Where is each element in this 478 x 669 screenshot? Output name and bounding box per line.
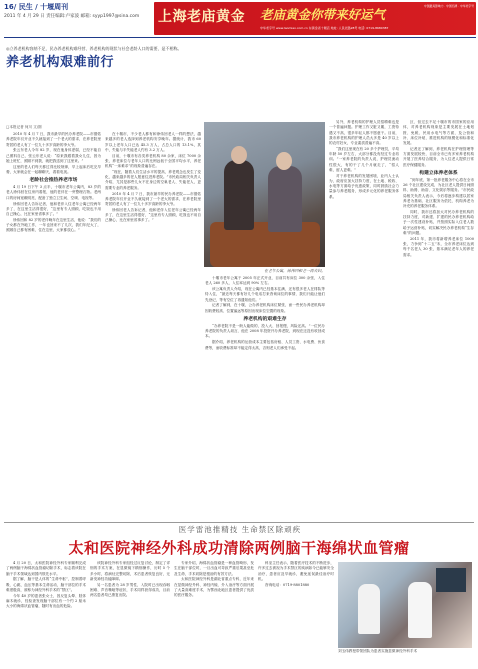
article-column-2 [105, 132, 201, 518]
paragraph: 对于养老机构的发展困境，业内人士认为，政府应加大扶持力度，在土地、税收、水电等方面给予优惠政策，同时鼓励社会力量参与养老服务，形成多元化的养老服务体系。 [329, 173, 399, 199]
paragraph: 另一名患者为 28 岁男性，入院时已出现吞咽困难、声音嘶哑等症状，手术同样获得成功，目前两名患者均已康复出院。 [90, 582, 170, 598]
ad-column-3 [174, 561, 254, 665]
paragraph: 记者还了解到，养老机构在护理管理等方面发展较快，目前全市已有多家养老机构开展了医养结合服务，为入住老人提供日常医疗保健服务。 [403, 146, 474, 167]
article-kicker: ◎立养老机构容纳不足，民办养老机构难经营、养老机构的现状与社会老龄人口的需要，是不相称。 [6, 46, 182, 51]
paragraph: 十堰市老年公寓于 2005 年正式开业，目前共有床位 300 余张，入住老人 260 多人，入住率达到 90% 左右。 [205, 276, 325, 286]
paragraph: 徐伟回老人告诉记者，他和老伴入住老年公寓已经两年多了，在这里生活得很好，“这里有专人照顾，吃饭也不用自己操心，比在家里省事多了。” [6, 201, 101, 217]
paragraph: 今年 40 岁的患者张女士，因反复头晕、肢体麻木就诊，经检查发现脑干部位有一个约 2 厘米大小的海绵状血管瘤，随时有出血的危险。 [6, 593, 86, 609]
paragraph: 专家介绍，海绵状血管瘤是一种血管畸形，发生在脑干部位时，一旦出血可导致严重后果甚至危及生命，手术切除是根治的有效方法。 [174, 561, 254, 576]
paragraph: 记者了解到，在十堰，公办养老机构床位紧张，而一些民办养老机构却因收费较高、位置偏远等原因出现床位空置的现象。 [205, 303, 325, 313]
section-heading: 养老机构的艰难生存 [243, 315, 287, 322]
photo-caption: 在老年公寓，徐伟回和老一再夫妇。 [264, 268, 325, 273]
ad-headline: 太和医院神经外科成功清除两例脑干海绵状血管瘤 [68, 539, 410, 557]
paragraph: 徐伟回和 82 岁的老伴晚年在这里生活，他说：“我们的子女都在外地工作，一年也回来不了几次，我们年纪大了，照顾自己都有困难，住在这里，大家都放心。” [6, 217, 101, 233]
article-column-4 [329, 120, 399, 518]
paragraph: 科室主任表示，随着医疗技术的不断进步，许多过去被视为手术禁区的疾病如今已能够安全治疗，患者应及早就诊，避免延误最佳治疗时机。 [258, 561, 334, 581]
brand-contact: 中华老字号 www.laomiao.com.cn 东黄金省十堰店 地址: 人民北路28号 电话: 0719-8680387 [260, 26, 389, 30]
paragraph: 太和医院神经外科是湖北省重点专科，近年来在显微神经外科、神经内镜、介入治疗等方面开展了大量高难度手术，为鄂西北地区患者提供了优质的医疗服务。 [174, 577, 254, 598]
page-meta: 2011 年 4 月 29 日 责任编辑:卢家波 邮箱: syyp1997@sina.com [4, 14, 140, 19]
paragraph: 据了解，脑干是人体的“生命中枢”，控制着呼吸、心跳、血压等基本生命活动，脑干部位的手术难度极高，被称为神经外科手术的“禁区”。 [6, 577, 86, 592]
paragraph: 2010 年 4 月 7 日，我市最早的民办养老院——市德佑养老院年仅开业不久就接到了一个老大的需求，在养老院里寄居的老人有了一位九十多岁高龄的李大爷。 [6, 132, 101, 147]
paragraph: 这里的老人们每天都过得比较规律，早上起床后吃完早餐，大家就会在一起聊聊天，看看电视。 [6, 164, 101, 174]
paragraph: 咨询电话：0719-8801880 [265, 582, 310, 587]
paragraph: 同时，我市还将加大对民办养老机构的扶持力度，对新建、扩建的民办养老机构给予一次性建设补贴，并按照实际入住老人数给予运营补贴，切实解决民办养老机构“生存难”的问题。 [403, 209, 474, 235]
ad-column-4 [258, 561, 334, 665]
ad-column-1 [6, 561, 86, 665]
section-heading: 构建立体养老体系 [419, 169, 458, 176]
article-headline: 养老机构艰难前行 [6, 55, 115, 70]
ad-photo-caption: 刘玉伟教授带领团队为患者实施显微神经外科手术 [338, 649, 418, 653]
article-photo [204, 122, 325, 267]
paragraph: 4 月 19 日下午 3 点半，十堰市老年公寓内，83 岁的老人徐伟回在住房内看报，他的老伴在一旁整理衣物。老两口的房间宽敞明亮，配备了独立卫生间、空调、电视等。 [6, 185, 101, 200]
section-divider [4, 522, 474, 523]
article-column-1 [6, 132, 101, 518]
paragraph: “到年底，第一批养老服务中心将在全市 26 个社区建设完成，为社区老人提供日间照料、助餐、助浴、文化娱乐等服务。”市民政局相关负责人表示，今后将逐步构建以居家养老为基础、社区服务为依托、机构养老为补充的养老服务体系。 [403, 177, 474, 209]
paragraph: 4 月 20 日，太和医院神经外科专家顺利完成了两例脑干海绵状血管瘤切除手术，标志着该院在脑干手术领域达到国内领先水平。 [6, 561, 86, 576]
paragraph: 目前，十堰市有各类养老机构 80 余家，床位 7000 余张，养老床位与老年人口的比例远低于全国平均水平，养老机构“一床难求”的现象普遍存在。 [105, 153, 201, 169]
paragraph: 据介绍，养老机构的运营成本主要包括房租、人员工资、水电费、伙食费等，而收费标准却不能定得太高，否则老人们承受不起。 [205, 340, 325, 350]
paragraph: “我们这里现在有 20 多个护理员，平均年龄 50 岁左右，大部分都没有经过专业培训。”一家养老院的负责人说，护理员流动性很大，有的干了几个月就走了，“招人难，留人更难。” [329, 146, 399, 172]
ad-column-2 [90, 561, 170, 665]
paragraph: 2011 年，我市将新增养老床位 1000 张，力争到“十二五”末，全市养老床位达到每千名老人 30 张，基本满足老年人的养老需求。 [403, 236, 474, 257]
brand-slogan: 老庙黄金你带来好运气 [260, 7, 386, 22]
paragraph: 另外，养老机构的护理人员招聘难也是一个普遍问题。护理工作又脏又累，工资待遇又不高，很多年轻人都不愿意干。目前，我市养老机构的护理人员大多是 40 岁以上的农村妇女，专业素质普遍不高。 [329, 120, 399, 145]
paragraph: 在十堰市，不少老人都有和徐伟回老人一样的想法，越来越多的老人选择到养老机构安享晚年。据统计，我市 60 岁以上老年人口已达 45.3 万人，占总人口的 13.1%，其中，失能与半失能老人约有 3.2 万人。 [105, 132, 201, 152]
paragraph: 区、但过去不足十堰市的市国家的应用体，对养老机构现象是主要发展在土地划拨、免税、民用水电气等方面，及公营和补、床位补贴，推进机构的规模化和标准化发展。 [403, 120, 474, 145]
article-column-3 [205, 276, 325, 518]
paragraph: “办养老院不是一般人能做的，投入大、回报慢，风险还高。”一位民办养老院的负责人坦言，他在 2008 年投资开办养老院，到现在还没有收回成本。 [205, 323, 325, 339]
paragraph: 张云东老人今年 82 岁，现在他身体虚弱，已经不能自己照料自己，张云东老人说：“原来我跟着我女儿住，因为她上班忙，照顾不到我，就把我送到了这里来。” [6, 148, 101, 163]
paragraph: “现在，随着人们生活水平的提高，养老观念也发生了变化，越来越多的老人愿意住进养老院。”市民政局相关负责人介绍，尤其是那些儿女不在身边的空巢老人、失能老人，更需要专业的养老服务。 [105, 169, 201, 190]
paragraph: 2010 年 4 月 7 日，我市最早的民办养老院——市德佑养老院年仅开业不久就接到了一个老大的需求，在养老院里寄居的老人有了一位九十多岁高龄的李大爷。 [105, 191, 201, 207]
brand-logo: 上海老庙黄金 [158, 9, 245, 25]
page-section-label: 16/ 民生 / 十堰周刊 [4, 3, 69, 11]
ad-topline: 医学雷池推精技 生命禁区除顽疾 [178, 525, 302, 534]
paragraph: 该公寓负责人介绍，现在公寓内已经基本住满，还有很多老人在排队等待入住，“最近每天都有好几个电话打来咨询床位的事情，我们只能让他们先登记，等有空位了再通知他们。” [205, 287, 325, 302]
ad-photo [338, 562, 472, 648]
article-column-5 [403, 120, 474, 518]
header-divider [4, 37, 476, 38]
paragraph: 徐伟回老人告诉记者，他和老伴入住老年公寓已经两年多了，在这里生活得很好，“这里有专人照顾，吃饭也不用自己操心，比在家里省事多了。” [105, 207, 201, 223]
section-heading: 老龄社会推热养老市场 [29, 177, 78, 184]
article-byline: □本报记者 何川 文/图 [6, 125, 42, 129]
brand-subline: 中国最具影响力 · 中国名牌 · 中华老字号 [423, 4, 474, 8]
page-label [4, 3, 139, 21]
paragraph: 该院神经外科专家组经过反复讨论，制定了详细的手术方案，在显微镜下精细操作，历时 5 个多小时，将病灶完整切除，术后患者恢复良好，无新发神经功能障碍。 [90, 561, 170, 581]
